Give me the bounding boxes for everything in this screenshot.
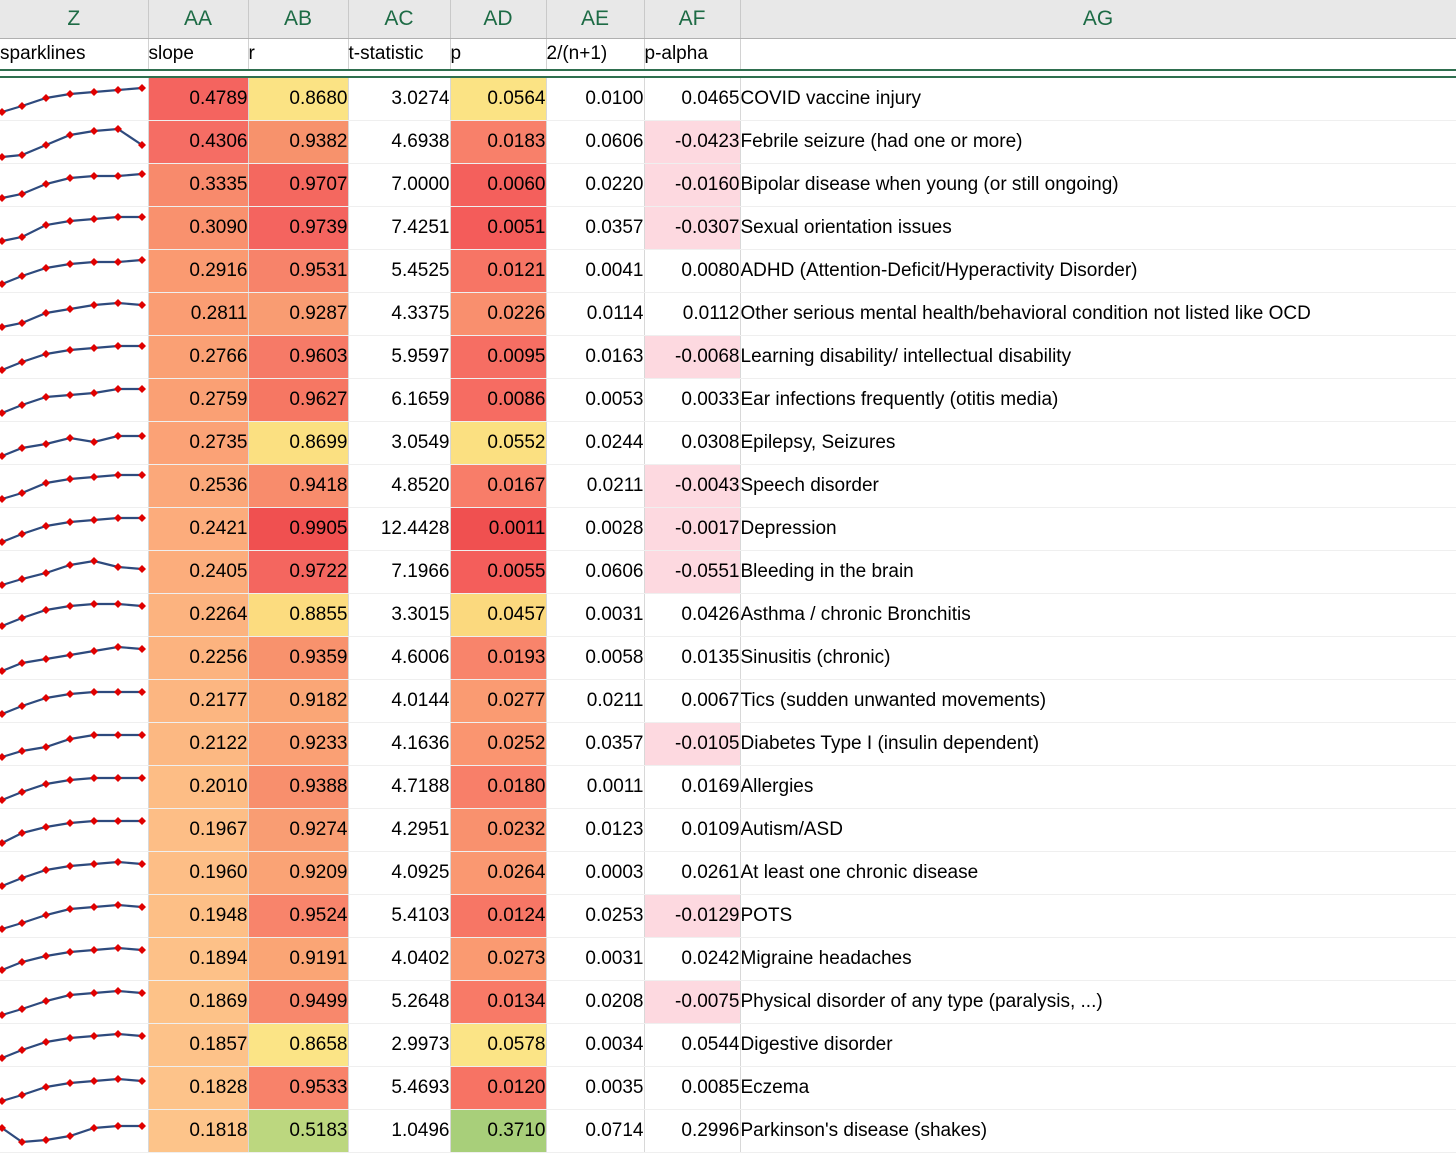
cell-slope[interactable]: 0.2264 <box>148 594 248 637</box>
cell-p[interactable]: 0.0264 <box>450 852 546 895</box>
column-header-ag[interactable]: AG <box>740 0 1456 39</box>
sparkline-chart <box>0 465 148 507</box>
table-row[interactable] <box>0 379 1456 422</box>
cell-2-over-n1[interactable]: 0.0357 <box>546 207 644 250</box>
cell-r[interactable]: 0.8658 <box>248 1024 348 1067</box>
sparkline-cell[interactable] <box>0 981 148 1024</box>
field-sparklines: sparklines <box>0 39 148 71</box>
sparkline-chart <box>0 680 148 722</box>
cell-p-alpha[interactable]: 0.0067 <box>644 680 740 723</box>
cell-r[interactable]: 0.9182 <box>248 680 348 723</box>
column-header-ac[interactable]: AC <box>348 0 450 39</box>
cell-t-statistic[interactable]: 4.0925 <box>348 852 450 895</box>
cell-condition-label[interactable]: COVID vaccine injury <box>740 77 1456 121</box>
cell-p-alpha[interactable]: 0.0242 <box>644 938 740 981</box>
cell-2-over-n1[interactable]: 0.0208 <box>546 981 644 1024</box>
column-header-ab[interactable]: AB <box>248 0 348 39</box>
table-row[interactable] <box>0 207 1456 250</box>
cell-condition-label[interactable]: Migraine headaches <box>740 938 1456 981</box>
cell-p-alpha[interactable]: -0.0043 <box>644 465 740 508</box>
sparkline-cell[interactable] <box>0 465 148 508</box>
cell-t-statistic[interactable]: 5.9597 <box>348 336 450 379</box>
cell-t-statistic[interactable]: 4.0144 <box>348 680 450 723</box>
cell-condition-label[interactable]: Tics (sudden unwanted movements) <box>740 680 1456 723</box>
cell-p[interactable]: 0.0167 <box>450 465 546 508</box>
cell-p-alpha[interactable]: 0.0308 <box>644 422 740 465</box>
sparkline-cell[interactable] <box>0 1067 148 1110</box>
cell-slope[interactable]: 0.1869 <box>148 981 248 1024</box>
cell-r[interactable]: 0.9287 <box>248 293 348 336</box>
cell-2-over-n1[interactable]: 0.0041 <box>546 250 644 293</box>
sparkline-chart <box>0 293 148 335</box>
header-divider <box>0 70 1456 77</box>
table-row[interactable] <box>0 121 1456 164</box>
table-row[interactable] <box>0 293 1456 336</box>
cell-t-statistic[interactable]: 12.4428 <box>348 508 450 551</box>
table-row[interactable] <box>0 551 1456 594</box>
cell-p[interactable]: 0.0277 <box>450 680 546 723</box>
cell-slope[interactable]: 0.4789 <box>148 77 248 121</box>
cell-2-over-n1[interactable]: 0.0357 <box>546 723 644 766</box>
cell-condition-label[interactable]: ADHD (Attention-Deficit/Hyperactivity Disorder) <box>740 250 1456 293</box>
sparkline-chart <box>0 379 148 421</box>
cell-p-alpha[interactable]: 0.0109 <box>644 809 740 852</box>
table-row[interactable] <box>0 250 1456 293</box>
sparkline-chart <box>0 938 148 980</box>
sparkline-cell[interactable] <box>0 680 148 723</box>
cell-condition-label[interactable]: POTS <box>740 895 1456 938</box>
cell-slope[interactable]: 0.2421 <box>148 508 248 551</box>
cell-r[interactable]: 0.9209 <box>248 852 348 895</box>
cell-condition-label[interactable]: Speech disorder <box>740 465 1456 508</box>
cell-condition-label[interactable]: At least one chronic disease <box>740 852 1456 895</box>
sparkline-chart <box>0 164 148 206</box>
cell-p-alpha[interactable]: -0.0423 <box>644 121 740 164</box>
cell-slope[interactable]: 0.1948 <box>148 895 248 938</box>
cell-p[interactable]: 0.0578 <box>450 1024 546 1067</box>
cell-slope[interactable]: 0.1967 <box>148 809 248 852</box>
table-row[interactable] <box>0 422 1456 465</box>
sparkline-chart <box>0 207 148 249</box>
cell-2-over-n1[interactable]: 0.0003 <box>546 852 644 895</box>
cell-p-alpha[interactable]: 0.0465 <box>644 77 740 121</box>
cell-slope[interactable]: 0.2735 <box>148 422 248 465</box>
table-row[interactable] <box>0 508 1456 551</box>
cell-p-alpha[interactable]: 0.0169 <box>644 766 740 809</box>
cell-p-alpha[interactable]: 0.0261 <box>644 852 740 895</box>
cell-p[interactable]: 0.0121 <box>450 250 546 293</box>
cell-slope[interactable]: 0.2916 <box>148 250 248 293</box>
sparkline-chart <box>0 637 148 679</box>
sparkline-cell[interactable] <box>0 508 148 551</box>
cell-2-over-n1[interactable]: 0.0100 <box>546 77 644 121</box>
sparkline-chart <box>0 594 148 636</box>
sparkline-cell[interactable] <box>0 594 148 637</box>
cell-p[interactable]: 0.0252 <box>450 723 546 766</box>
column-header-row <box>0 0 1456 39</box>
cell-condition-label[interactable]: Asthma / chronic Bronchitis <box>740 594 1456 637</box>
sparkline-cell[interactable] <box>0 379 148 422</box>
cell-p[interactable]: 0.0124 <box>450 895 546 938</box>
cell-slope[interactable]: 0.2759 <box>148 379 248 422</box>
sparkline-cell[interactable] <box>0 1110 148 1153</box>
table-row[interactable] <box>0 77 1456 121</box>
sparkline-cell[interactable] <box>0 293 148 336</box>
table-row[interactable] <box>0 465 1456 508</box>
cell-slope[interactable]: 0.2010 <box>148 766 248 809</box>
column-header-af[interactable]: AF <box>644 0 740 39</box>
cell-t-statistic[interactable]: 6.1659 <box>348 379 450 422</box>
table-row[interactable] <box>0 895 1456 938</box>
cell-slope[interactable]: 0.2177 <box>148 680 248 723</box>
sparkline-chart <box>0 250 148 292</box>
sparkline-chart <box>0 1110 148 1152</box>
sparkline-cell[interactable] <box>0 809 148 852</box>
cell-2-over-n1[interactable]: 0.0211 <box>546 680 644 723</box>
cell-r[interactable]: 0.9233 <box>248 723 348 766</box>
table-row[interactable] <box>0 809 1456 852</box>
cell-slope[interactable]: 0.3335 <box>148 164 248 207</box>
table-row[interactable] <box>0 723 1456 766</box>
cell-r[interactable]: 0.9388 <box>248 766 348 809</box>
cell-p[interactable]: 0.0051 <box>450 207 546 250</box>
cell-r[interactable]: 0.9739 <box>248 207 348 250</box>
cell-p-alpha[interactable]: 0.0085 <box>644 1067 740 1110</box>
cell-condition-label[interactable]: Parkinson's disease (shakes) <box>740 1110 1456 1153</box>
cell-2-over-n1[interactable]: 0.0606 <box>546 551 644 594</box>
sparkline-chart <box>0 981 148 1023</box>
table-row[interactable] <box>0 938 1456 981</box>
cell-condition-label[interactable]: Sexual orientation issues <box>740 207 1456 250</box>
cell-p-alpha[interactable]: -0.0307 <box>644 207 740 250</box>
cell-slope[interactable]: 0.1828 <box>148 1067 248 1110</box>
cell-slope[interactable]: 0.2256 <box>148 637 248 680</box>
cell-2-over-n1[interactable]: 0.0606 <box>546 121 644 164</box>
cell-t-statistic[interactable]: 2.9973 <box>348 1024 450 1067</box>
cell-p[interactable]: 0.0134 <box>450 981 546 1024</box>
cell-t-statistic[interactable]: 5.4525 <box>348 250 450 293</box>
cell-p[interactable]: 0.0457 <box>450 594 546 637</box>
table-row[interactable] <box>0 637 1456 680</box>
table-row[interactable] <box>0 1110 1456 1153</box>
cell-t-statistic[interactable]: 4.3375 <box>348 293 450 336</box>
sparkline-cell[interactable] <box>0 422 148 465</box>
cell-2-over-n1[interactable]: 0.0123 <box>546 809 644 852</box>
data-rows <box>0 77 1456 1153</box>
table-row[interactable] <box>0 1024 1456 1067</box>
field-p-alpha: p-alpha <box>644 39 740 71</box>
column-header-z[interactable]: Z <box>0 0 148 39</box>
cell-t-statistic[interactable]: 4.7188 <box>348 766 450 809</box>
cell-2-over-n1[interactable]: 0.0011 <box>546 766 644 809</box>
cell-p[interactable]: 0.3710 <box>450 1110 546 1153</box>
cell-condition-label[interactable]: Depression <box>740 508 1456 551</box>
cell-t-statistic[interactable]: 4.2951 <box>348 809 450 852</box>
cell-t-statistic[interactable]: 5.4103 <box>348 895 450 938</box>
cell-p-alpha[interactable]: -0.0075 <box>644 981 740 1024</box>
field-2-over-n1: 2/(n+1) <box>546 39 644 71</box>
sparkline-chart <box>0 895 148 937</box>
cell-condition-label[interactable]: Bipolar disease when young (or still ongoing) <box>740 164 1456 207</box>
cell-condition-label[interactable]: Digestive disorder <box>740 1024 1456 1067</box>
cell-slope[interactable]: 0.2405 <box>148 551 248 594</box>
sparkline-cell[interactable] <box>0 938 148 981</box>
cell-2-over-n1[interactable]: 0.0028 <box>546 508 644 551</box>
cell-p-alpha[interactable]: -0.0068 <box>644 336 740 379</box>
cell-t-statistic[interactable]: 3.3015 <box>348 594 450 637</box>
cell-slope[interactable]: 0.3090 <box>148 207 248 250</box>
cell-p[interactable]: 0.0232 <box>450 809 546 852</box>
cell-r[interactable]: 0.9627 <box>248 379 348 422</box>
cell-condition-label[interactable]: Ear infections frequently (otitis media) <box>740 379 1456 422</box>
sparkline-cell[interactable] <box>0 551 148 594</box>
sparkline-chart <box>0 723 148 765</box>
table-row[interactable] <box>0 981 1456 1024</box>
cell-t-statistic[interactable]: 4.8520 <box>348 465 450 508</box>
sparkline-cell[interactable] <box>0 250 148 293</box>
table-row[interactable] <box>0 680 1456 723</box>
field-p: p <box>450 39 546 71</box>
cell-p[interactable]: 0.0086 <box>450 379 546 422</box>
table-row[interactable] <box>0 336 1456 379</box>
sparkline-cell[interactable] <box>0 852 148 895</box>
cell-condition-label[interactable]: Allergies <box>740 766 1456 809</box>
sparkline-cell[interactable] <box>0 77 148 121</box>
sparkline-cell[interactable] <box>0 895 148 938</box>
cell-condition-label[interactable]: Febrile seizure (had one or more) <box>740 121 1456 164</box>
cell-t-statistic[interactable]: 7.0000 <box>348 164 450 207</box>
cell-p[interactable]: 0.0060 <box>450 164 546 207</box>
cell-2-over-n1[interactable]: 0.0031 <box>546 594 644 637</box>
cell-slope[interactable]: 0.1894 <box>148 938 248 981</box>
cell-p-alpha[interactable]: -0.0551 <box>644 551 740 594</box>
cell-2-over-n1[interactable]: 0.0035 <box>546 1067 644 1110</box>
cell-2-over-n1[interactable]: 0.0211 <box>546 465 644 508</box>
cell-t-statistic[interactable]: 3.0549 <box>348 422 450 465</box>
sparkline-chart <box>0 336 148 378</box>
field-t-statistic: t-statistic <box>348 39 450 71</box>
cell-condition-label[interactable]: Autism/ASD <box>740 809 1456 852</box>
sparkline-chart <box>0 508 148 550</box>
sparkline-cell[interactable] <box>0 637 148 680</box>
cell-p-alpha[interactable]: 0.0112 <box>644 293 740 336</box>
cell-condition-label[interactable]: Other serious mental health/behavioral condition not listed like OCD <box>740 293 1456 336</box>
cell-slope[interactable]: 0.1857 <box>148 1024 248 1067</box>
cell-r[interactable]: 0.9603 <box>248 336 348 379</box>
cell-t-statistic[interactable]: 4.1636 <box>348 723 450 766</box>
cell-p-alpha[interactable]: 0.0033 <box>644 379 740 422</box>
cell-slope[interactable]: 0.2766 <box>148 336 248 379</box>
cell-p[interactable]: 0.0193 <box>450 637 546 680</box>
cell-condition-label[interactable]: Diabetes Type I (insulin dependent) <box>740 723 1456 766</box>
cell-2-over-n1[interactable]: 0.0714 <box>546 1110 644 1153</box>
cell-p[interactable]: 0.0120 <box>450 1067 546 1110</box>
cell-r[interactable]: 0.5183 <box>248 1110 348 1153</box>
cell-r[interactable]: 0.8699 <box>248 422 348 465</box>
cell-slope[interactable]: 0.2122 <box>148 723 248 766</box>
sparkline-chart <box>0 121 148 163</box>
cell-2-over-n1[interactable]: 0.0034 <box>546 1024 644 1067</box>
sparkline-chart <box>0 852 148 894</box>
cell-p[interactable]: 0.0011 <box>450 508 546 551</box>
cell-p-alpha[interactable]: 0.0135 <box>644 637 740 680</box>
sparkline-chart <box>0 78 148 120</box>
table-row[interactable] <box>0 1067 1456 1110</box>
sparkline-chart <box>0 809 148 851</box>
sparkline-cell[interactable] <box>0 336 148 379</box>
cell-p-alpha[interactable]: 0.0426 <box>644 594 740 637</box>
cell-2-over-n1[interactable]: 0.0253 <box>546 895 644 938</box>
cell-p-alpha[interactable]: 0.2996 <box>644 1110 740 1153</box>
cell-p-alpha[interactable]: -0.0129 <box>644 895 740 938</box>
cell-t-statistic[interactable]: 5.4693 <box>348 1067 450 1110</box>
cell-t-statistic[interactable]: 3.0274 <box>348 77 450 121</box>
cell-p[interactable]: 0.0180 <box>450 766 546 809</box>
cell-slope[interactable]: 0.4306 <box>148 121 248 164</box>
cell-r[interactable]: 0.9905 <box>248 508 348 551</box>
cell-slope[interactable]: 0.2536 <box>148 465 248 508</box>
cell-2-over-n1[interactable]: 0.0031 <box>546 938 644 981</box>
cell-p[interactable]: 0.0055 <box>450 551 546 594</box>
cell-t-statistic[interactable]: 1.0496 <box>348 1110 450 1153</box>
table-row[interactable] <box>0 852 1456 895</box>
column-header-ae[interactable]: AE <box>546 0 644 39</box>
cell-p[interactable]: 0.0552 <box>450 422 546 465</box>
sparkline-chart <box>0 551 148 593</box>
table-row[interactable] <box>0 766 1456 809</box>
cell-r[interactable]: 0.9707 <box>248 164 348 207</box>
cell-2-over-n1[interactable]: 0.0163 <box>546 336 644 379</box>
column-header-ad[interactable]: AD <box>450 0 546 39</box>
cell-r[interactable]: 0.8680 <box>248 77 348 121</box>
table-row[interactable] <box>0 164 1456 207</box>
cell-t-statistic[interactable]: 4.6006 <box>348 637 450 680</box>
cell-t-statistic[interactable]: 7.4251 <box>348 207 450 250</box>
cell-t-statistic[interactable]: 4.6938 <box>348 121 450 164</box>
sparkline-cell[interactable] <box>0 164 148 207</box>
field-label <box>740 39 1456 71</box>
cell-t-statistic[interactable]: 7.1966 <box>348 551 450 594</box>
cell-p-alpha[interactable]: -0.0160 <box>644 164 740 207</box>
sparkline-cell[interactable] <box>0 766 148 809</box>
cell-t-statistic[interactable]: 4.0402 <box>348 938 450 981</box>
field-slope: slope <box>148 39 248 71</box>
cell-r[interactable]: 0.9191 <box>248 938 348 981</box>
cell-2-over-n1[interactable]: 0.0053 <box>546 379 644 422</box>
cell-slope[interactable]: 0.2811 <box>148 293 248 336</box>
cell-r[interactable]: 0.8855 <box>248 594 348 637</box>
sparkline-cell[interactable] <box>0 1024 148 1067</box>
cell-condition-label[interactable]: Sinusitis (chronic) <box>740 637 1456 680</box>
field-name-row <box>0 39 1456 71</box>
cell-condition-label[interactable]: Bleeding in the brain <box>740 551 1456 594</box>
cell-slope[interactable]: 0.1960 <box>148 852 248 895</box>
cell-r[interactable]: 0.9533 <box>248 1067 348 1110</box>
sparkline-chart <box>0 1067 148 1109</box>
cell-r[interactable]: 0.9418 <box>248 465 348 508</box>
cell-2-over-n1[interactable]: 0.0220 <box>546 164 644 207</box>
cell-2-over-n1[interactable]: 0.0058 <box>546 637 644 680</box>
cell-p-alpha[interactable]: 0.0544 <box>644 1024 740 1067</box>
cell-2-over-n1[interactable]: 0.0114 <box>546 293 644 336</box>
cell-r[interactable]: 0.9499 <box>248 981 348 1024</box>
cell-r[interactable]: 0.9531 <box>248 250 348 293</box>
cell-t-statistic[interactable]: 5.2648 <box>348 981 450 1024</box>
cell-p-alpha[interactable]: 0.0080 <box>644 250 740 293</box>
cell-p-alpha[interactable]: -0.0017 <box>644 508 740 551</box>
cell-p-alpha[interactable]: -0.0105 <box>644 723 740 766</box>
sparkline-chart <box>0 766 148 808</box>
cell-slope[interactable]: 0.1818 <box>148 1110 248 1153</box>
cell-p[interactable]: 0.0095 <box>450 336 546 379</box>
field-r: r <box>248 39 348 71</box>
cell-r[interactable]: 0.9359 <box>248 637 348 680</box>
cell-condition-label[interactable]: Physical disorder of any type (paralysis, ...) <box>740 981 1456 1024</box>
sparkline-cell[interactable] <box>0 723 148 766</box>
cell-condition-label[interactable]: Eczema <box>740 1067 1456 1110</box>
cell-2-over-n1[interactable]: 0.0244 <box>546 422 644 465</box>
cell-p[interactable]: 0.0564 <box>450 77 546 121</box>
cell-r[interactable]: 0.9382 <box>248 121 348 164</box>
sparkline-chart <box>0 422 148 464</box>
table-row[interactable] <box>0 594 1456 637</box>
cell-condition-label[interactable]: Learning disability/ intellectual disability <box>740 336 1456 379</box>
sparkline-cell[interactable] <box>0 121 148 164</box>
cell-p[interactable]: 0.0226 <box>450 293 546 336</box>
sparkline-cell[interactable] <box>0 207 148 250</box>
cell-condition-label[interactable]: Epilepsy, Seizures <box>740 422 1456 465</box>
sparkline-chart <box>0 1024 148 1066</box>
cell-r[interactable]: 0.9722 <box>248 551 348 594</box>
cell-r[interactable]: 0.9524 <box>248 895 348 938</box>
cell-r[interactable]: 0.9274 <box>248 809 348 852</box>
cell-p[interactable]: 0.0183 <box>450 121 546 164</box>
cell-p[interactable]: 0.0273 <box>450 938 546 981</box>
column-header-aa[interactable]: AA <box>148 0 248 39</box>
